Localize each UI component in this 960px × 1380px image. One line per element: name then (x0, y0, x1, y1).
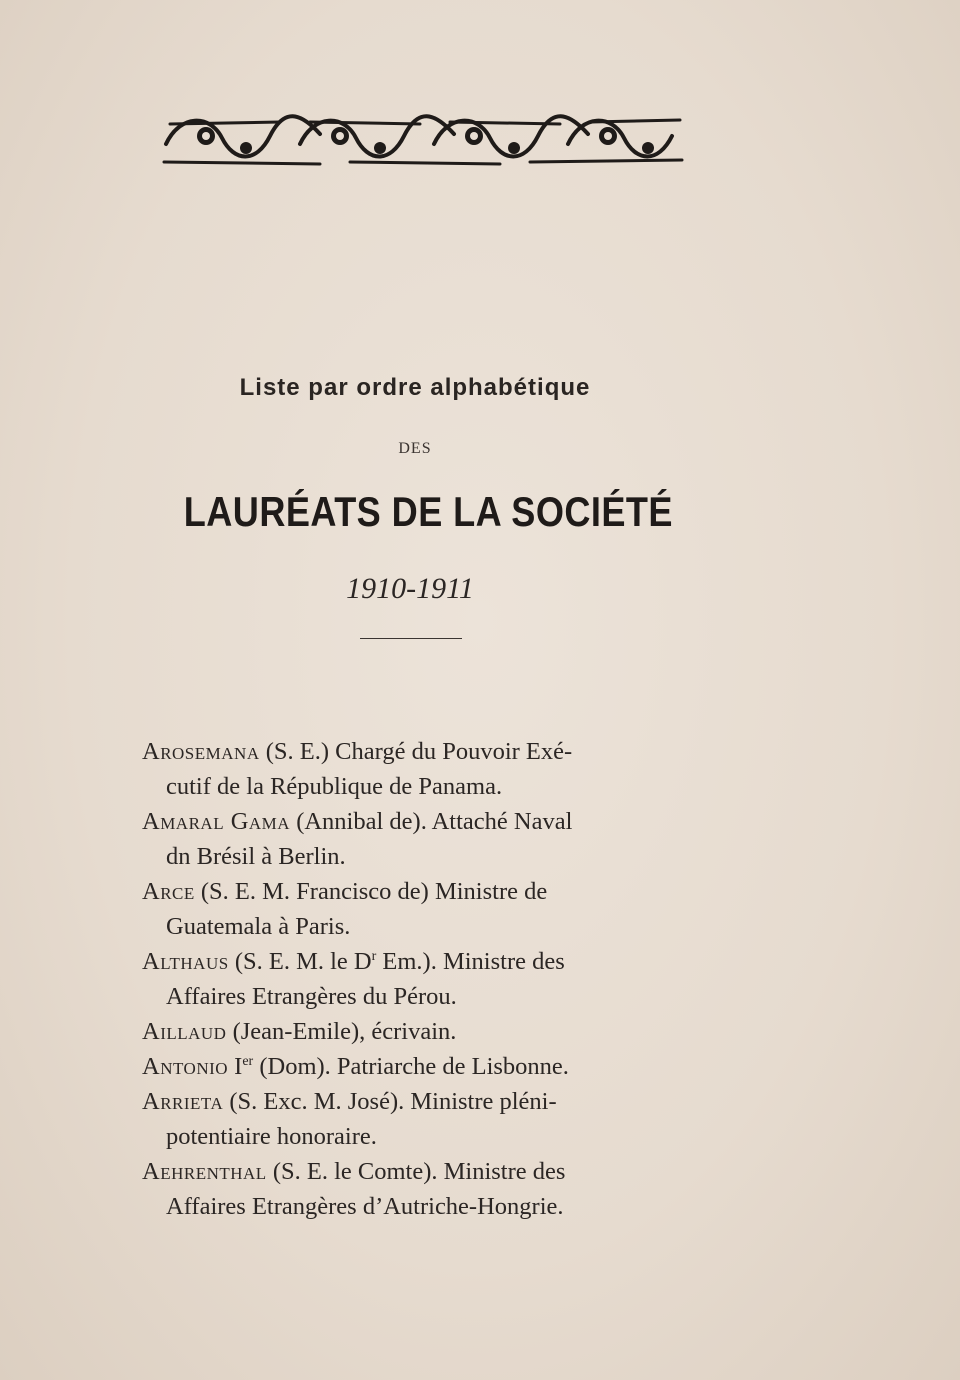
decorative-ornament-band (160, 104, 686, 170)
entry-text: Em.). Ministre des (376, 948, 565, 975)
entry-continuation: Affaires Etrangères du Pérou. (166, 983, 457, 1010)
list-item (142, 1049, 682, 1084)
entry-name: Arrieta (142, 1088, 224, 1115)
entry-superscript: r (371, 949, 377, 964)
list-item (142, 944, 682, 1014)
list-item (142, 734, 682, 804)
entry-text: (S. E. M. Francisco de) Ministre de (194, 878, 548, 905)
heading-subtitle: Liste par ordre alphabétique (239, 374, 591, 401)
entry-name: Aillaud (142, 1018, 227, 1045)
laureates-list (142, 734, 682, 1224)
list-item (142, 1154, 682, 1224)
list-item (142, 874, 682, 944)
entry-name: Amaral Gama (142, 808, 291, 835)
entry-continuation: potentiaire honoraire. (166, 1123, 377, 1150)
entry-continuation: Guatemala à Paris. (166, 913, 351, 940)
entry-text: (S. E. M. le D (228, 948, 372, 975)
heading-title: LAURÉATS DE LA SOCIÉTÉ (183, 488, 673, 535)
entry-superscript: er (242, 1054, 254, 1069)
entry-text: (Jean-Emile), écrivain. (226, 1018, 457, 1045)
entry-text: I (228, 1053, 243, 1080)
list-item (142, 1014, 682, 1049)
entry-text: (S. E. le Comte). Ministre des (266, 1158, 566, 1185)
entry-name: Arosemana (142, 738, 260, 765)
entry-continuation: cutif de la République de Panama. (166, 773, 503, 800)
heading-years: 1910-1911 (346, 572, 474, 605)
entry-text: (Annibal de). Attaché Naval (290, 808, 573, 835)
entry-text: (Dom). Patriarche de Lisbonne. (253, 1053, 569, 1080)
heading-connector: DES (398, 440, 432, 457)
entry-text: (S. Exc. M. José). Ministre pléni- (223, 1088, 557, 1115)
entry-continuation: Affaires Etrangères d’Autriche-Hongrie. (166, 1193, 564, 1220)
list-item (142, 1084, 682, 1154)
entry-name: Althaus (142, 948, 229, 975)
divider-rule (360, 638, 462, 639)
entry-text: (S. E.) Chargé du Pouvoir Exé- (259, 738, 573, 765)
entry-name: Antonio (142, 1053, 229, 1080)
entry-name: Aehrenthal (142, 1158, 267, 1185)
entry-continuation: dn Brésil à Berlin. (166, 843, 346, 870)
list-item (142, 804, 682, 874)
entry-name: Arce (142, 878, 195, 905)
